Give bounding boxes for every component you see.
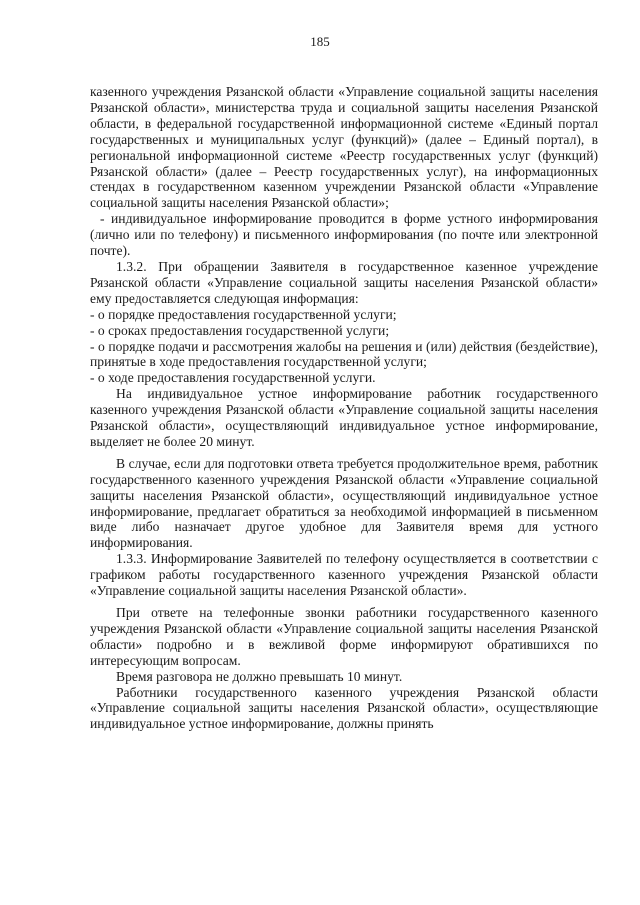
- paragraph: На индивидуальное устное информирование работник государственного казенного учреждения Рязанской области «Управление социальной защиты населения Рязанской области», осуществляющий индивидуальное устное информирование, выделяет не более 20 минут.: [90, 386, 598, 449]
- paragraph: 1.3.3. Информирование Заявителей по телефону осуществляется в соответствии с графиком работы государственного казенного учреждения Рязанской области «Управление социальной защиты населения Рязанской области».: [90, 551, 598, 599]
- paragraph: казенного учреждения Рязанской области «Управление социальной защиты населения Рязанской области», министерства труда и социальной защиты населения Рязанской области, в федеральной государственной информационной системе «Единый портал государственных и муниципальных услуг (функций)» (далее – Единый портал), в региональной информационной системе «Реестр государственных услуг (функций) Рязанской области» (далее – Реестр государственных услуг), на информационных стендах в государственном казенном учреждении Рязанской области «Управление социальной защиты населения Рязанской области»;: [90, 84, 598, 211]
- paragraph: Время разговора не должно превышать 10 минут.: [116, 668, 403, 684]
- paragraph: 1.3.2. При обращении Заявителя в государственное казенное учреждение Рязанской области «Управление социальной защиты населения Рязанской области» ему предоставляется следующая информация:: [90, 258, 598, 306]
- paragraph: В случае, если для подготовки ответа требуется продолжительное время, работник государственного казенного учреждения Рязанской области «Управление социальной защиты населения Рязанской области», осуществляющий индивидуальное устное информирование, предлагает обратиться за необходимой информацией в письменном виде либо назначает другое удобное для Заявителя время для устного информирования.: [90, 455, 598, 551]
- list-item: - о порядке предоставления государственной услуги;: [90, 306, 397, 322]
- list-item: - индивидуальное информирование проводится в форме устного информирования (лично или по телефону) и письменного информирования (по почте или электронной почте).: [90, 211, 598, 259]
- page-number: 185: [310, 34, 330, 49]
- list-item: - о ходе предоставления государственной услуги.: [90, 370, 376, 386]
- document-body: [90, 84, 598, 732]
- list-item: - о сроках предоставления государственной услуги;: [90, 322, 390, 338]
- paragraph: Работники государственного казенного учреждения Рязанской области «Управление социальной защиты населения Рязанской области», осуществляющие индивидуальное устное информирование, должны принять: [90, 684, 598, 732]
- paragraph: При ответе на телефонные звонки работники государственного казенного учреждения Рязанской области «Управление социальной защиты населения Рязанской области» подробно и в вежливой форме информируют обратившихся по интересующим вопросам.: [90, 605, 598, 668]
- list-item: - о порядке подачи и рассмотрения жалобы на решения и (или) действия (бездействие), принятые в ходе предоставления государственной услуги;: [90, 338, 598, 370]
